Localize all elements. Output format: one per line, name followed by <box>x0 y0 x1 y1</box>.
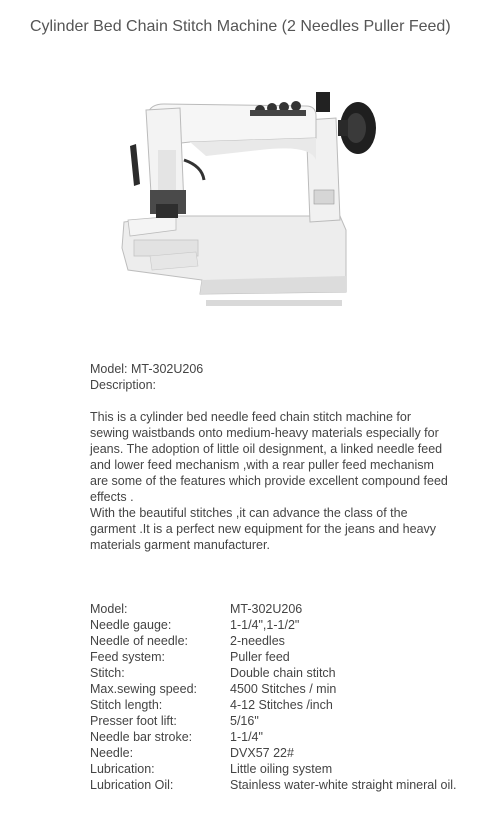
spec-label: Needle of needle: <box>90 634 188 648</box>
model-line: Model: MT-302U206 <box>90 362 204 376</box>
description <box>90 409 450 553</box>
spec-value: Double chain stitch <box>230 666 336 680</box>
spec-value: Little oiling system <box>230 762 333 776</box>
spec-row <box>90 601 456 617</box>
spec-row <box>90 633 456 649</box>
spec-row <box>90 665 456 681</box>
spec-label: Lubrication Oil: <box>90 778 174 792</box>
spec-row <box>90 617 456 633</box>
spec-row <box>90 697 456 713</box>
spec-label: Needle bar stroke: <box>90 730 193 744</box>
spec-label: Stitch: <box>90 666 125 680</box>
spec-value: DVX57 22# <box>230 746 294 760</box>
spec-row <box>90 777 456 793</box>
spec-label: Feed system: <box>90 650 166 664</box>
spec-value: 2-needles <box>230 634 285 648</box>
spec-row <box>90 745 456 761</box>
description-paragraph-2: With the beautiful stitches ,it can advance the class of the garment .It is a perfect new equipment for the jeans and heavy materials garment manufacturer. <box>90 506 437 552</box>
spec-label: Needle: <box>90 746 134 760</box>
page-title: Cylinder Bed Chain Stitch Machine (2 Needles Puller Feed) <box>30 18 451 35</box>
spec-value: Puller feed <box>230 650 290 664</box>
spec-value: 5/16" <box>230 714 259 728</box>
spec-label: Model: <box>90 602 128 616</box>
spec-row <box>90 761 456 777</box>
spec-value: 4500 Stitches / min <box>230 682 337 696</box>
spec-label: Stitch length: <box>90 698 163 712</box>
spec-row <box>90 681 456 697</box>
spec-row <box>90 649 456 665</box>
description-label: Description: <box>90 378 156 392</box>
model-info <box>90 361 203 393</box>
spec-value: 1-1/4",1-1/2" <box>230 618 300 632</box>
sewing-machine-image <box>110 80 390 320</box>
spec-value: 1-1/4" <box>230 730 263 744</box>
spec-row <box>90 713 456 729</box>
spec-value: 4-12 Stitches /inch <box>230 698 333 712</box>
spec-label: Max.sewing speed: <box>90 682 198 696</box>
spec-row <box>90 729 456 745</box>
spec-table <box>90 601 456 793</box>
spec-label: Needle gauge: <box>90 618 172 632</box>
spec-label: Lubrication: <box>90 762 155 776</box>
spec-label: Presser foot lift: <box>90 714 177 728</box>
description-paragraph-1: This is a cylinder bed needle feed chain stitch machine for sewing waistbands onto medium-heavy materials especially for jeans. The adoption of little oil designment, a linked needle feed and lower feed mechanism ,with a rear puller feed mechanism are some of the features which provide excellent compound feed effects . <box>90 410 448 504</box>
spec-value: Stainless water-white straight mineral oil. <box>230 778 457 792</box>
spec-value: MT-302U206 <box>230 602 303 616</box>
